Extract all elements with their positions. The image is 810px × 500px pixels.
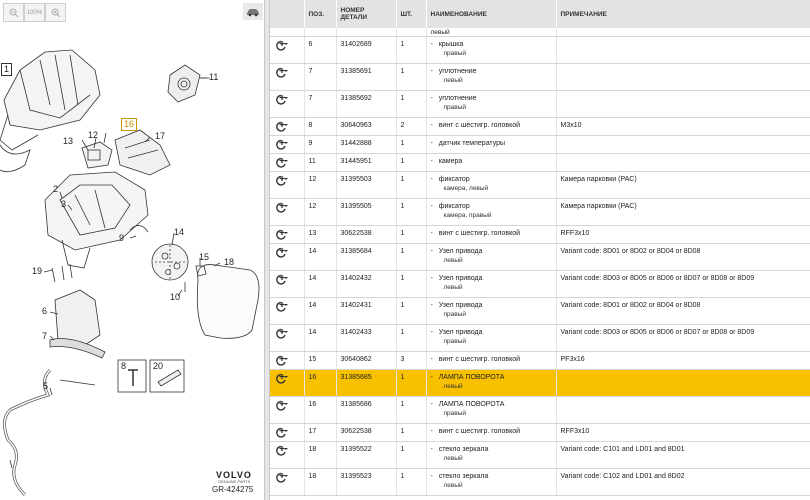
add-to-cart-icon[interactable] [276,146,290,153]
cell-note: RFF3x10 [556,225,810,243]
cell-name-sub: правый [443,103,467,111]
cell-note: Variant code: C101 and LD01 and 8D01 [556,441,810,468]
cell-name [426,117,556,135]
cell-name [426,153,556,171]
col-part-number[interactable]: НОМЕР ДЕТАЛИ [336,0,396,28]
table-row-8[interactable] [270,225,810,243]
cell-name [426,36,556,63]
cell-name-sub: правый [443,310,467,318]
cell-qty: 1 [396,225,426,243]
callout-20[interactable]: 20 [153,361,164,371]
cell-qty: 1 [396,63,426,90]
cell-pos: 13 [304,225,336,243]
cell-qty: 1 [396,90,426,117]
add-to-cart-icon[interactable] [276,254,290,261]
table-row-17[interactable] [270,441,810,468]
cell-part-number[interactable]: 31385685 [336,369,396,396]
cell-name [426,171,556,198]
cell-name-text: Узел привода [438,247,483,255]
cell-name [426,324,556,351]
cell-part-number[interactable]: 31395523 [336,468,396,495]
cell-name [426,270,556,297]
table-row-14[interactable] [270,369,810,396]
cell-dash: - [430,202,433,210]
cell-dash: - [430,301,433,309]
add-to-cart-cell[interactable] [270,135,304,153]
add-to-cart-cell[interactable] [270,441,304,468]
cell-name-text: винт с шестигр. головкой [438,229,521,237]
cell-part-number[interactable]: 31385691 [336,63,396,90]
callout-5[interactable]: 5 [43,381,49,391]
cell-part-number[interactable]: 31402431 [336,297,396,324]
add-to-cart-icon[interactable] [276,101,290,108]
add-to-cart-cell[interactable] [270,297,304,324]
cell-part-number[interactable]: 31402433 [336,324,396,351]
cell-qty: 1 [396,198,426,225]
callout-2[interactable]: 2 [53,184,59,194]
cell-note [556,90,810,117]
cell-qty: 1 [396,243,426,270]
callout-12[interactable]: 12 [88,130,99,140]
cell-name [426,135,556,153]
cell-pos: 11 [304,153,336,171]
table-row-3[interactable] [270,117,810,135]
cell-name-text: ЛАМПА ПОВОРОТА [438,400,505,408]
cell-pos: 15 [304,351,336,369]
table-row-4[interactable] [270,135,810,153]
table-header-row [270,0,810,28]
cell-name-text: стекло зеркала [438,472,489,480]
cell-note: PF3x16 [556,351,810,369]
cell-part-number[interactable]: 30640862 [336,351,396,369]
cell-name-sub: левый [443,454,463,462]
cell-qty: 2 [396,117,426,135]
col-icon [270,0,304,28]
cell-name-text: стекло зеркала [438,445,489,453]
add-to-cart-icon[interactable] [276,281,290,288]
cell-note: Variant code: 8D03 or 8D05 or 8D06 or 8D07 or 8D08 or 8D09 [556,270,810,297]
add-to-cart-cell[interactable] [270,351,304,369]
cell-qty: 1 [396,468,426,495]
cell-part-number[interactable]: 31402432 [336,270,396,297]
cell-dash: - [430,247,433,255]
cell-pos: 14 [304,243,336,270]
cell-part-number[interactable]: 31395503 [336,171,396,198]
callout-7[interactable]: 7 [42,331,48,341]
cell-dash: - [430,274,433,282]
cell-part-number[interactable]: 31395505 [336,198,396,225]
cell-part-number[interactable]: 31385684 [336,243,396,270]
cell-pos: 7 [304,63,336,90]
cell-name-text: ЛАМПА ПОВОРОТА [438,373,505,381]
cell-dash: - [430,229,433,237]
table-row-13[interactable] [270,351,810,369]
cell-qty: 1 [396,270,426,297]
add-to-cart-icon[interactable] [276,362,290,369]
cell-name-sub: правый [443,49,467,57]
add-to-cart-cell[interactable] [270,324,304,351]
cell-note [556,63,810,90]
add-to-cart-cell[interactable] [270,468,304,495]
cell-name-sub: левый [443,283,463,291]
cell-name-sub: левый [443,481,463,489]
add-to-cart-icon[interactable] [276,164,290,171]
cell-dash: - [430,94,433,102]
cell-pos: 18 [304,441,336,468]
table-row-6[interactable] [270,171,810,198]
zoom-reset-label: 100% [26,9,43,16]
cell-part-number[interactable]: 31385692 [336,90,396,117]
cell-qty: 1 [396,171,426,198]
add-to-cart-cell[interactable] [270,90,304,117]
cell-name-text: винт с шестигр. головкой [438,355,521,363]
cell-dash: - [430,157,433,165]
table-row-18[interactable] [270,468,810,495]
add-to-cart-icon[interactable] [276,47,290,54]
cell-note: M3x10 [556,117,810,135]
callout-16[interactable]: 16 [121,118,137,131]
cell-pos: 14 [304,297,336,324]
cell-part-number[interactable]: 30622538 [336,423,396,441]
cell-pos: 6 [304,36,336,63]
col-qty[interactable]: ШТ. [396,0,426,28]
cell-qty: 1 [396,36,426,63]
add-to-cart-icon[interactable] [276,335,290,342]
cell-name-sub: камера, правый [443,211,492,219]
cell-name-sub: правый [443,409,467,417]
cell-name-text: Узел привода [438,274,483,282]
cell-name [426,243,556,270]
callout-17[interactable]: 17 [155,131,166,141]
cell-note [556,369,810,396]
table-row-10[interactable] [270,270,810,297]
cell-pos: 16 [304,369,336,396]
cell-name-sub: правый [443,337,467,345]
table-row-partial [270,28,810,36]
add-to-cart-icon[interactable] [276,452,290,459]
cell-dash: - [430,445,433,453]
cell-part-number[interactable]: 30622538 [336,225,396,243]
cell-dash: - [430,400,433,408]
cell-pos: 12 [304,198,336,225]
cell-pos: 17 [304,423,336,441]
cell-dash: - [430,40,433,48]
table-row-1[interactable] [270,63,810,90]
cell-pos: 16 [304,396,336,423]
table-row-15[interactable] [270,396,810,423]
cell-qty: 1 [396,153,426,171]
cell-qty: 1 [396,324,426,351]
cell-note: Variant code: 8D01 or 8D02 or 8D04 or 8D08 [556,243,810,270]
add-to-cart-icon[interactable] [276,380,290,387]
table-row-12[interactable] [270,324,810,351]
cell-name [426,441,556,468]
cell-name-sub: левый [443,256,463,264]
callout-10[interactable]: 10 [170,292,181,302]
callout-6[interactable]: 6 [42,306,48,316]
callout-13[interactable]: 13 [63,136,74,146]
cell-dash: - [430,175,433,183]
cell-name-text: винт с шестигр. головкой [438,427,521,435]
brand-subtitle: GENUINE PARTS [218,479,251,484]
cell-note [556,36,810,63]
cell-name-text: Узел привода [438,301,483,309]
cell-note: Камера парковки (PAC) [556,171,810,198]
volvo-logo: VOLVO [216,470,252,480]
add-to-cart-cell[interactable] [270,423,304,441]
table-row-2[interactable] [270,90,810,117]
cell-qty: 1 [396,423,426,441]
callout-1[interactable]: 1 [1,63,12,76]
cell-note: RFF3x10 [556,423,810,441]
table-row-11[interactable] [270,297,810,324]
parts-diagram[interactable] [0,0,264,500]
add-to-cart-cell[interactable] [270,396,304,423]
exploded-drawing [0,0,264,500]
cell-dash: - [430,67,433,75]
cell-note: Variant code: C102 and LD01 and 8D02 [556,468,810,495]
cell-pos: 14 [304,270,336,297]
callout-15[interactable]: 15 [199,252,210,262]
add-to-cart-cell[interactable] [270,243,304,270]
cell-pos: 7 [304,90,336,117]
callout-18[interactable]: 18 [224,257,235,267]
cell-note [556,135,810,153]
cell-name [426,225,556,243]
table-row-7[interactable] [270,198,810,225]
cell-name-text: датчик температуры [438,139,506,147]
cell-part-number[interactable]: 31402689 [336,36,396,63]
table-row-9[interactable] [270,243,810,270]
cell-qty: 3 [396,351,426,369]
cell-dash: - [430,139,433,147]
col-note[interactable]: ПРИМЕЧАНИЕ [556,0,810,28]
add-to-cart-cell[interactable] [270,369,304,396]
cell-part-number[interactable]: 31445951 [336,153,396,171]
cell-note [556,396,810,423]
cell-name-text: винт с шестигр. головкой [438,121,521,129]
cell-part-number[interactable]: 31385686 [336,396,396,423]
cell-dash: - [430,121,433,129]
add-to-cart-cell[interactable] [270,225,304,243]
parts-table [270,0,810,496]
cell-qty: 1 [396,396,426,423]
callout-8[interactable]: 8 [121,361,127,371]
add-to-cart-icon[interactable] [276,407,290,414]
parts-table-panel [270,0,810,500]
table-row-0[interactable] [270,36,810,63]
cell-part-number[interactable]: 31395522 [336,441,396,468]
cell-dash: - [430,427,433,435]
diagram-reference: GR-424275 [212,485,254,494]
cell-part-number[interactable]: 31442888 [336,135,396,153]
add-to-cart-icon[interactable] [276,182,290,189]
cell-pos: 8 [304,117,336,135]
cell-name [426,297,556,324]
cell-name [426,198,556,225]
cell-qty: 1 [396,297,426,324]
cell-name-text: Узел привода [438,328,483,336]
add-to-cart-cell[interactable] [270,63,304,90]
add-to-cart-cell[interactable] [270,171,304,198]
col-pos[interactable]: ПОЗ. [304,0,336,28]
add-to-cart-icon[interactable] [276,434,290,441]
cell-dash: - [430,373,433,381]
cell-dash: - [430,328,433,336]
table-row-16[interactable] [270,423,810,441]
cell-qty: 1 [396,441,426,468]
cell-name-text: крышка [438,40,464,48]
add-to-cart-icon[interactable] [276,236,290,243]
add-to-cart-cell[interactable] [270,36,304,63]
cell-name-text: фиксатор [438,202,470,210]
cell-dash: - [430,472,433,480]
callout-9[interactable]: 9 [119,233,125,243]
cell-dash: - [430,355,433,363]
col-name[interactable]: НАИМЕНОВАНИЕ [426,0,556,28]
cell-note: Камера парковки (PAC) [556,198,810,225]
cell-note: Variant code: 8D03 or 8D05 or 8D06 or 8D07 or 8D08 or 8D09 [556,324,810,351]
cell-name-text: уплотнение [438,67,477,75]
cell-qty: 1 [396,369,426,396]
cell-name-text: камера [438,157,463,165]
cell-note: Variant code: 8D01 or 8D02 or 8D04 or 8D08 [556,297,810,324]
cell-name [426,63,556,90]
cell-pos: 9 [304,135,336,153]
cell-name-sub: левый [443,76,463,84]
add-to-cart-icon[interactable] [276,308,290,315]
cell-name-sub: камера, левый [443,184,489,192]
partial-row-sub: левый [426,28,556,36]
cell-name-sub: левый [443,382,463,390]
cell-pos: 12 [304,171,336,198]
cell-note [556,153,810,171]
cell-pos: 14 [304,324,336,351]
add-to-cart-cell[interactable] [270,117,304,135]
callout-3[interactable]: 3 [61,199,67,209]
cell-name [426,396,556,423]
add-to-cart-cell[interactable] [270,270,304,297]
add-to-cart-icon[interactable] [276,209,290,216]
cell-name [426,468,556,495]
add-to-cart-icon[interactable] [276,128,290,135]
add-to-cart-cell[interactable] [270,198,304,225]
callout-11[interactable]: 11 [209,72,219,82]
cell-qty: 1 [396,135,426,153]
cell-name-text: фиксатор [438,175,470,183]
cell-name-text: уплотнение [438,94,477,102]
cell-name [426,423,556,441]
cell-name [426,369,556,396]
cell-part-number[interactable]: 30640963 [336,117,396,135]
table-row-5[interactable] [270,153,810,171]
add-to-cart-icon[interactable] [276,74,290,81]
callout-14[interactable]: 14 [174,227,185,237]
add-to-cart-cell[interactable] [270,153,304,171]
cell-name [426,90,556,117]
add-to-cart-icon[interactable] [276,479,290,486]
cell-name [426,351,556,369]
cell-pos: 18 [304,468,336,495]
callout-19[interactable]: 19 [32,266,43,276]
